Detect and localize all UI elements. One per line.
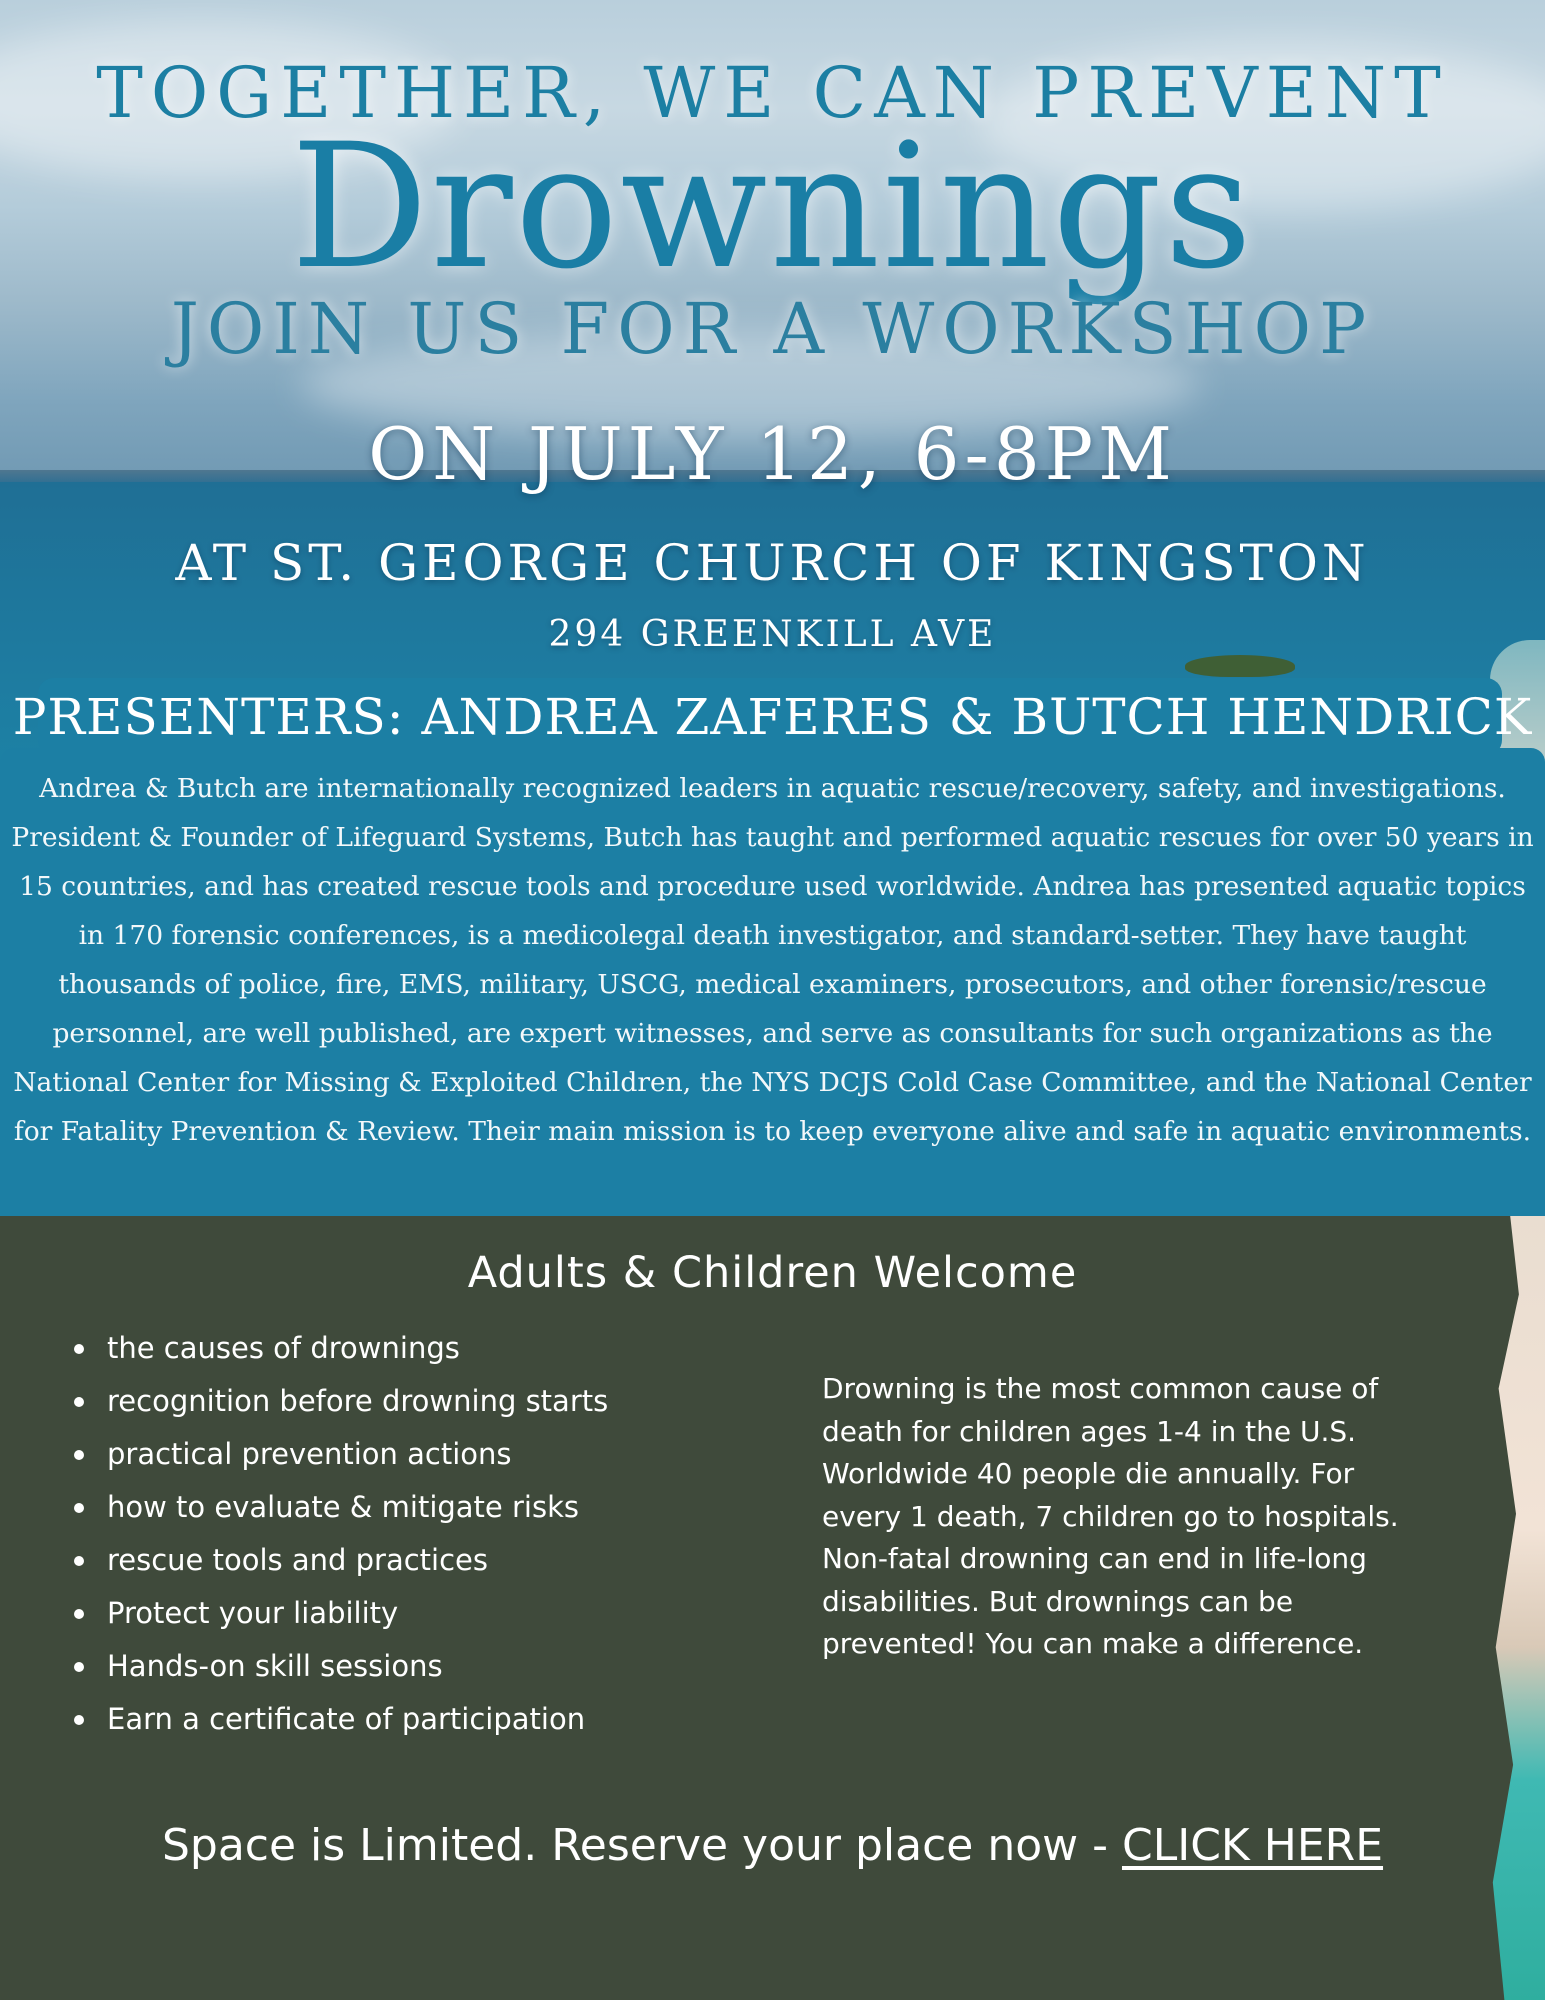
topic-label: practical prevention actions	[107, 1437, 512, 1471]
audience-welcome: Adults & Children Welcome	[467, 1248, 1078, 1298]
bullet-icon	[74, 1344, 84, 1354]
topic-label: recognition before drowning starts	[107, 1384, 609, 1418]
call-to-action	[0, 1820, 1545, 1871]
drowning-statistics: Drowning is the most common cause of death for children ages 1-4 in the U.S. Worldwide 40 people die annually. For every 1 death, 7 children go to hospitals. Non-fatal drowning can end in life-long disabilities. But drownings can be prevented! You can make a difference.	[822, 1372, 1399, 1660]
bullet-icon	[74, 1662, 84, 1672]
event-date: ON JULY 12, 6-8PM	[368, 412, 1177, 496]
list-item	[70, 1322, 770, 1375]
workshop-invite: JOIN US FOR A WORKSHOP	[170, 288, 1375, 370]
bullet-icon	[74, 1609, 84, 1619]
presenters-bio: Andrea & Butch are internationally recognized leaders in aquatic rescue/recovery, safety, and investigations. President & Founder of Lifeguard Systems, Butch has taught and performed aquatic rescues for over 50 years in 15 countries, and has created rescue tools and procedure used worldwide. Andrea has presented aquatic topics in 170 forensic conferences, is a medicolegal death investigator, and standard-setter. They have taught thousands of police, fire, EMS, military, USCG, medical examiners, prosecutors, and other forensic/rescue personnel, are well published, are expert witnesses, and serve as consultants for such organizations as the National Center for Missing & Exploited Children, the NYS DCJS Cold Case Committee, and the National Center for Fatality Prevention & Review. Their main mission is to keep everyone alive and safe in aquatic environments.	[11, 773, 1534, 1147]
bullet-icon	[74, 1397, 84, 1407]
click-here-link[interactable]: CLICK HERE	[1121, 1820, 1384, 1871]
bullet-icon	[74, 1556, 84, 1566]
topic-label: the causes of drownings	[107, 1331, 460, 1365]
list-item	[70, 1481, 770, 1534]
topic-label: Protect your liability	[107, 1596, 399, 1630]
tagline: TOGETHER, WE CAN PREVENT	[96, 52, 1449, 134]
presenters-panel	[0, 678, 1545, 1216]
bullet-icon	[74, 1450, 84, 1460]
details-section	[0, 1216, 1545, 2000]
list-item	[70, 1587, 770, 1640]
list-item	[70, 1640, 770, 1693]
topic-label: Earn a certificate of participation	[107, 1702, 586, 1736]
headline: Drownings	[290, 106, 1255, 307]
list-item	[70, 1534, 770, 1587]
topic-label: Hands-on skill sessions	[107, 1649, 443, 1683]
presenters-title: PRESENTERS: ANDREA ZAFERES & BUTCH HENDRICK	[12, 688, 1533, 746]
cta-text: Space is Limited. Reserve your place now -	[161, 1820, 1122, 1871]
event-venue: AT ST. GEORGE CHURCH OF KINGSTON	[175, 534, 1370, 592]
topic-label: rescue tools and practices	[107, 1543, 489, 1577]
topics-list	[70, 1322, 770, 1746]
bullet-icon	[74, 1715, 84, 1725]
island	[1185, 655, 1295, 677]
event-address: 294 GREENKILL AVE	[548, 614, 997, 655]
topic-label: how to evaluate & mitigate risks	[107, 1490, 579, 1524]
list-item	[70, 1375, 770, 1428]
torn-edge-decoration	[1487, 1216, 1545, 2000]
list-item	[70, 1693, 770, 1746]
bullet-icon	[74, 1503, 84, 1513]
list-item	[70, 1428, 770, 1481]
